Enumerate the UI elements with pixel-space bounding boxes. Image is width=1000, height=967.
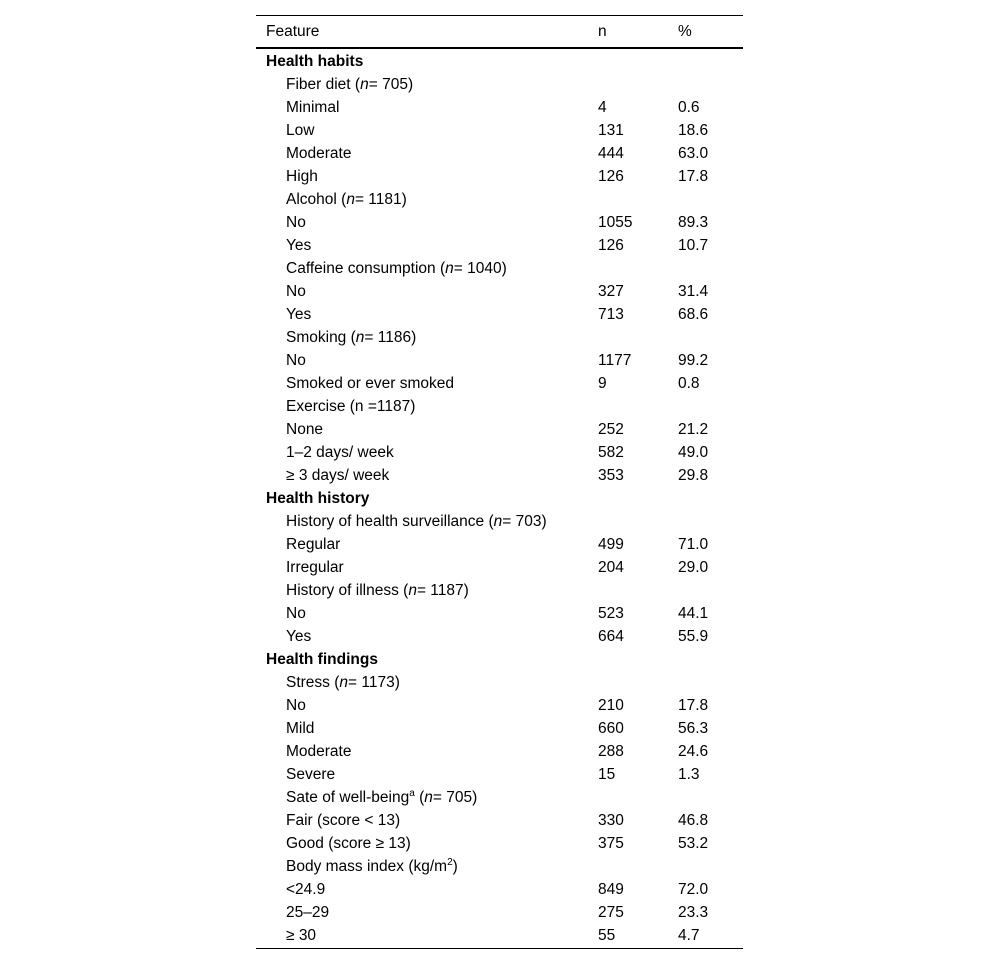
cell-percent: 24.6 <box>678 742 709 760</box>
row-label: Regular <box>286 535 341 553</box>
health-features-table <box>256 15 743 949</box>
group-label-tail: = 1186) <box>364 328 417 346</box>
cell-n <box>588 326 668 349</box>
group-label <box>256 786 588 809</box>
table-row <box>256 96 743 119</box>
table-row <box>256 878 743 901</box>
cell-n <box>588 73 668 96</box>
cell-n <box>588 395 668 418</box>
superscript: 2 <box>447 856 453 868</box>
group-label-text: Stress ( <box>286 673 340 691</box>
table-row <box>256 280 743 303</box>
row-label: High <box>286 167 318 185</box>
row-label: None <box>286 420 324 438</box>
cell-percent <box>668 579 743 602</box>
cell-percent: 0.8 <box>678 374 700 392</box>
cell-percent <box>668 786 743 809</box>
cell-percent: 49.0 <box>678 443 709 461</box>
cell-n: 330 <box>598 811 624 829</box>
table-header <box>256 16 743 49</box>
group-label-tail: = 1187) <box>416 581 469 599</box>
group-row <box>256 510 743 533</box>
group-label <box>256 855 588 878</box>
row-label: Yes <box>286 627 312 645</box>
group-label <box>256 257 588 280</box>
group-label-text: Alcohol ( <box>286 190 347 208</box>
group-row <box>256 188 743 211</box>
cell-percent <box>668 510 743 533</box>
cell-n <box>588 487 668 510</box>
italic-n: n <box>355 328 365 346</box>
cell-percent <box>668 188 743 211</box>
cell-n: 327 <box>598 282 624 300</box>
cell-n: 1177 <box>598 351 632 369</box>
table-row <box>256 211 743 234</box>
table-row <box>256 602 743 625</box>
row-label: Moderate <box>286 144 352 162</box>
row-label: No <box>286 282 306 300</box>
group-row <box>256 73 743 96</box>
cell-percent: 89.3 <box>678 213 709 231</box>
italic-n: n <box>339 673 349 691</box>
cell-n <box>588 648 668 671</box>
cell-n: 210 <box>598 696 624 714</box>
group-row <box>256 257 743 280</box>
cell-n: 375 <box>598 834 624 852</box>
cell-n: 9 <box>598 374 607 392</box>
row-label: Fair (score < 13) <box>286 811 401 829</box>
cell-n: 849 <box>598 880 624 898</box>
row-label: Severe <box>286 765 336 783</box>
section-heading: Health history <box>266 489 370 507</box>
group-label-text: History of health surveillance ( <box>286 512 494 530</box>
table-row <box>256 441 743 464</box>
cell-percent <box>668 257 743 280</box>
cell-percent: 18.6 <box>678 121 709 139</box>
table-row <box>256 740 743 763</box>
cell-percent: 63.0 <box>678 144 709 162</box>
group-label <box>256 73 588 96</box>
cell-n: 126 <box>598 167 624 185</box>
cell-n: 444 <box>598 144 624 162</box>
group-label <box>256 188 588 211</box>
group-label <box>256 510 588 533</box>
group-label-tail: = 705) <box>368 75 414 93</box>
cell-percent: 29.0 <box>678 558 709 576</box>
header-row <box>256 16 743 49</box>
group-label-tail: = 705) <box>432 788 478 806</box>
cell-percent: 0.6 <box>678 98 700 116</box>
cell-percent: 23.3 <box>678 903 709 921</box>
cell-percent: 17.8 <box>678 696 709 714</box>
cell-percent <box>668 395 743 418</box>
row-label: No <box>286 351 306 369</box>
row-label: Low <box>286 121 315 139</box>
table-row <box>256 625 743 648</box>
cell-percent: 46.8 <box>678 811 709 829</box>
cell-percent: 1.3 <box>678 765 700 783</box>
group-label-text: Fiber diet ( <box>286 75 361 93</box>
table-row <box>256 832 743 855</box>
row-label: Yes <box>286 236 312 254</box>
table-row <box>256 234 743 257</box>
group-label-text: Body mass index (kg/m <box>286 857 448 875</box>
table-row <box>256 119 743 142</box>
cell-percent <box>668 648 743 671</box>
cell-n <box>588 510 668 533</box>
group-label-text: ( <box>414 788 425 806</box>
group-label-text: Caffeine consumption ( <box>286 259 446 277</box>
table-row <box>256 303 743 326</box>
cell-n: 252 <box>598 420 624 438</box>
table-row <box>256 372 743 395</box>
section-heading: Health habits <box>266 52 364 70</box>
cell-percent: 10.7 <box>678 236 709 254</box>
row-label: No <box>286 696 306 714</box>
group-label-text: Sate of well-being <box>286 788 410 806</box>
cell-percent <box>668 487 743 510</box>
group-row <box>256 855 743 878</box>
section-row <box>256 648 743 671</box>
cell-percent <box>668 48 743 73</box>
row-label: Irregular <box>286 558 344 576</box>
group-row <box>256 671 743 694</box>
group-row <box>256 395 743 418</box>
row-label: No <box>286 213 306 231</box>
cell-n: 55 <box>588 924 668 949</box>
cell-percent <box>668 671 743 694</box>
cell-percent: 56.3 <box>678 719 709 737</box>
cell-n: 288 <box>598 742 624 760</box>
table-row <box>256 809 743 832</box>
cell-n: 353 <box>598 466 624 484</box>
cell-n: 499 <box>598 535 624 553</box>
header-percent: % <box>678 22 692 40</box>
cell-percent: 4.7 <box>668 924 743 949</box>
cell-percent: 72.0 <box>678 880 709 898</box>
cell-percent: 44.1 <box>678 604 709 622</box>
group-label-text: History of illness ( <box>286 581 409 599</box>
cell-n: 131 <box>598 121 624 139</box>
group-row <box>256 786 743 809</box>
italic-n: n <box>408 581 417 599</box>
row-label: Minimal <box>286 98 340 116</box>
cell-percent <box>668 73 743 96</box>
cell-percent: 68.6 <box>678 305 709 323</box>
table-body <box>256 48 743 949</box>
italic-n: n <box>445 259 454 277</box>
row-label: Smoked or ever smoked <box>286 374 454 392</box>
group-label-tail: ) <box>452 857 458 875</box>
group-label-tail: = 1181) <box>354 190 407 208</box>
group-label-tail: = 1173) <box>348 673 400 691</box>
group-label-text: Exercise (n =1187) <box>286 397 416 415</box>
table-row <box>256 418 743 441</box>
cell-n: 15 <box>598 765 616 783</box>
cell-n <box>588 855 668 878</box>
table-row <box>256 556 743 579</box>
table-row <box>256 533 743 556</box>
cell-n <box>588 786 668 809</box>
group-row <box>256 326 743 349</box>
table-row <box>256 694 743 717</box>
italic-n: n <box>346 190 355 208</box>
table-row <box>256 924 743 949</box>
table-row <box>256 464 743 487</box>
section-heading: Health findings <box>266 650 378 668</box>
cell-n <box>588 48 668 73</box>
cell-percent: 31.4 <box>678 282 709 300</box>
superscript: a <box>409 787 415 799</box>
cell-n: 713 <box>598 305 624 323</box>
cell-n: 126 <box>598 236 624 254</box>
table-row <box>256 901 743 924</box>
row-label: 1–2 days/ week <box>286 443 394 461</box>
row-label: <24.9 <box>286 880 326 898</box>
cell-percent: 29.8 <box>678 466 709 484</box>
data-table-container <box>256 15 743 949</box>
italic-n: n <box>360 75 369 93</box>
cell-percent: 71.0 <box>678 535 709 553</box>
table-row <box>256 349 743 372</box>
cell-percent: 99.2 <box>678 351 709 369</box>
cell-n <box>588 671 668 694</box>
group-label-tail: = 1040) <box>453 259 507 277</box>
cell-n: 582 <box>598 443 624 461</box>
cell-n: 4 <box>598 98 607 116</box>
cell-percent <box>668 855 743 878</box>
cell-n: 1055 <box>598 213 633 231</box>
cell-n <box>588 188 668 211</box>
group-label-text: Smoking ( <box>286 328 356 346</box>
row-label: ≥ 3 days/ week <box>286 466 390 484</box>
cell-n: 275 <box>598 903 624 921</box>
row-label: ≥ 30 <box>256 924 588 949</box>
cell-n: 204 <box>598 558 624 576</box>
table-row <box>256 165 743 188</box>
row-label: Mild <box>286 719 315 737</box>
group-label <box>256 579 588 602</box>
cell-n <box>588 579 668 602</box>
header-n: n <box>598 22 607 40</box>
group-label-tail: = 703) <box>502 512 547 530</box>
row-label: 25–29 <box>286 903 330 921</box>
table-row <box>256 717 743 740</box>
italic-n: n <box>493 512 503 530</box>
table-row <box>256 763 743 786</box>
row-label: Yes <box>286 305 312 323</box>
table-row <box>256 142 743 165</box>
row-label: Moderate <box>286 742 352 760</box>
cell-n: 660 <box>598 719 624 737</box>
group-row <box>256 579 743 602</box>
row-label: No <box>286 604 306 622</box>
cell-n: 664 <box>598 627 624 645</box>
cell-percent: 21.2 <box>678 420 709 438</box>
cell-percent: 55.9 <box>678 627 709 645</box>
cell-percent: 17.8 <box>678 167 709 185</box>
header-feature: Feature <box>266 22 320 40</box>
section-row <box>256 487 743 510</box>
italic-n: n <box>424 788 433 806</box>
cell-percent <box>668 326 743 349</box>
row-label: Good (score ≥ 13) <box>286 834 411 852</box>
group-label <box>256 671 588 694</box>
group-label <box>256 395 588 418</box>
section-row <box>256 48 743 73</box>
group-label <box>256 326 588 349</box>
cell-percent: 53.2 <box>678 834 709 852</box>
cell-n: 523 <box>598 604 624 622</box>
cell-n <box>588 257 668 280</box>
